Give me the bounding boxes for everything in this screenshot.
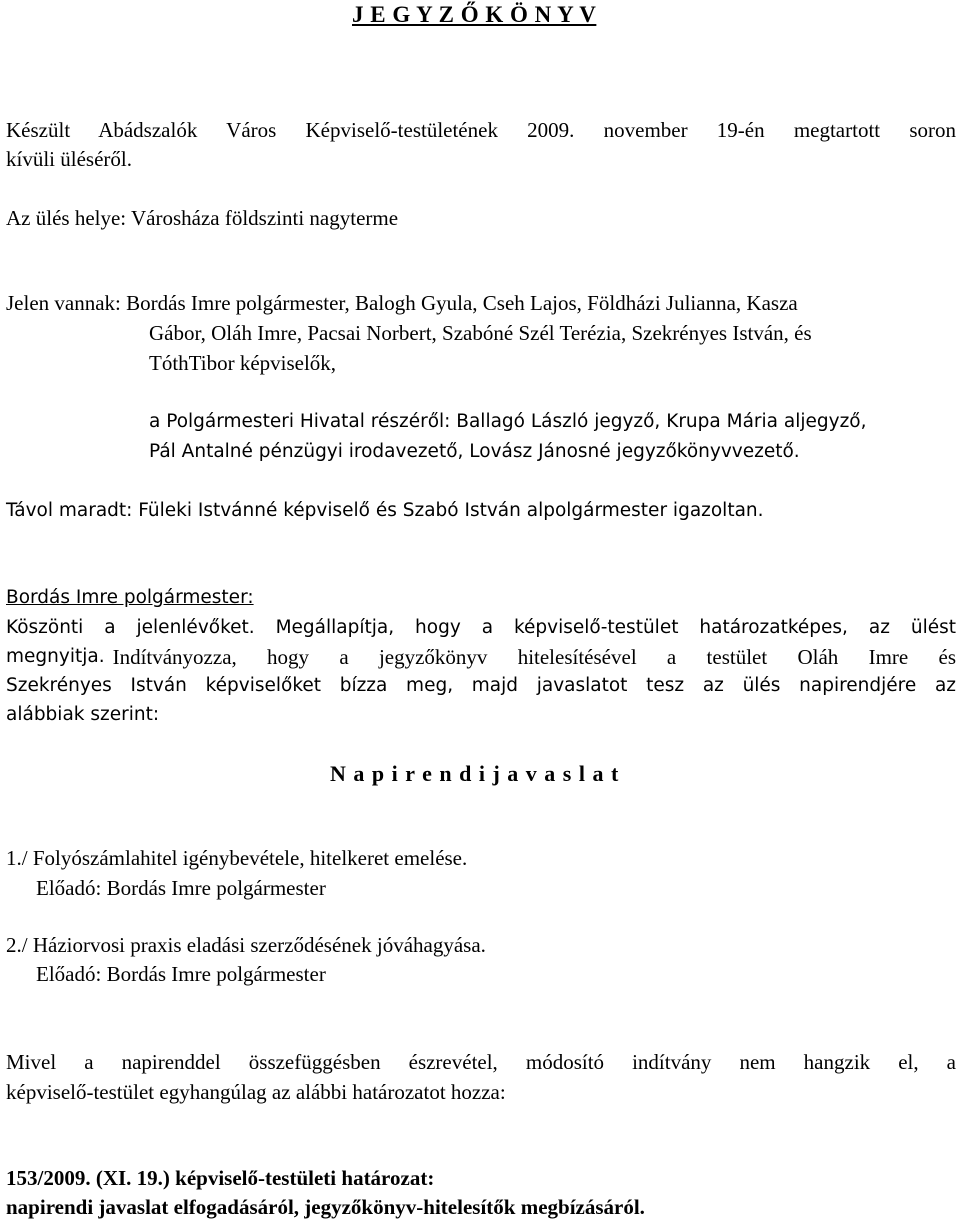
agenda-title: N a p i r e n d i j a v a s l a t <box>330 761 620 786</box>
present-line-3: TóthTibor képviselők, <box>149 351 337 375</box>
speech-line-2-rest: Indítványozza, hogy a jegyzőkönyv hitelesítésével a testület Oláh Imre és <box>112 645 956 669</box>
present-line-1: Jelen vannak: Bordás Imre polgármester, Balogh Gyula, Cseh Lajos, Földházi Julianna, Kasza <box>6 291 798 315</box>
absent-line: Távol maradt: Füleki Istvánné képviselő és Szabó István alpolgármester igazoltan. <box>6 500 764 521</box>
decision-line-1: Mivel a napirenddel összefüggésben észrevétel, módosító indítvány nem hangzik el, a <box>6 1050 956 1074</box>
agenda-item-2-title: 2./ Háziorvosi praxis eladási szerződésének jóváhagyása. <box>6 933 486 957</box>
speech-line-2-start: megnyitja. <box>6 646 105 667</box>
present-line-2: Gábor, Oláh Imre, Pacsai Norbert, Szabóné Szél Terézia, Szekrényes István, és <box>149 321 812 345</box>
meeting-location: Az ülés helye: Városháza földszinti nagyterme <box>6 206 399 230</box>
speech-line-3: Szekrényes István képviselőket bízza meg, majd javaslatot tesz az ülés napirendjére az <box>6 675 956 696</box>
speech-line-4: alábbiak szerint: <box>6 704 160 725</box>
intro-line-1: Készült Abádszalók Város Képviselő-testületének 2009. november 19-én megtartott soron <box>6 118 956 142</box>
document-title: J E G Y Z Ő K Ö N Y V <box>352 2 597 27</box>
resolution-number: 153/2009. (XI. 19.) képviselő-testületi határozat: <box>6 1166 435 1190</box>
agenda-item-1-presenter: Előadó: Bordás Imre polgármester <box>36 876 326 900</box>
agenda-item-1-title: 1./ Folyószámlahitel igénybevétele, hitelkeret emelése. <box>6 846 468 870</box>
speaker-heading: Bordás Imre polgármester: <box>6 587 254 608</box>
intro-line-2: kívüli üléséről. <box>6 147 132 171</box>
decision-line-2: képviselő-testület egyhangúlag az alábbi határozatot hozza: <box>6 1080 506 1104</box>
agenda-item-2-presenter: Előadó: Bordás Imre polgármester <box>36 962 326 986</box>
office-line-2: Pál Antalné pénzügyi irodavezető, Lovász Jánosné jegyzőkönyvvezető. <box>149 441 800 462</box>
office-line-1: a Polgármesteri Hivatal részéről: Ballagó László jegyző, Krupa Mária aljegyző, <box>149 411 867 432</box>
speech-line-1: Köszönti a jelenlévőket. Megállapítja, hogy a képviselő-testület határozatképes, az ülést <box>6 617 956 638</box>
speech-line-2 <box>6 642 956 672</box>
resolution-subject: napirendi javaslat elfogadásáról, jegyzőkönyv-hitelesítők megbízásáról. <box>6 1195 645 1219</box>
